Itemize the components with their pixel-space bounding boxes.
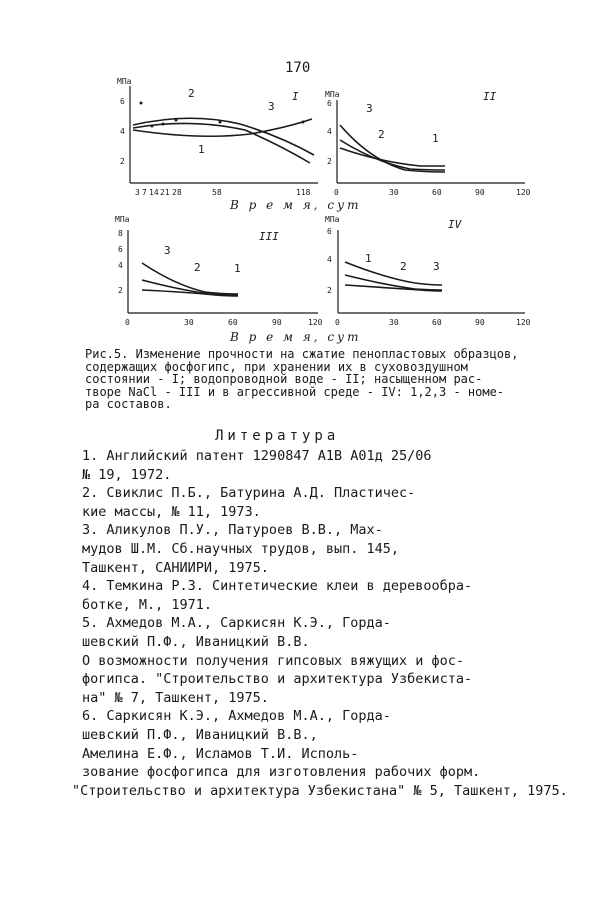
panel-2-curve-1: [340, 148, 445, 166]
panel-3-x-tick: 90: [272, 318, 282, 327]
panel-2-x-tick: 60: [432, 188, 442, 197]
reference-line: 6. Саркисян К.Э., Ахмедов М.А., Горда-: [82, 708, 391, 725]
reference-line: Ташкент, САНИИРИ, 1975.: [82, 559, 269, 576]
reference-line: фогипса. "Строительство и архитектура Узбекиста-: [82, 671, 473, 688]
panel-2-x-tick: 90: [475, 188, 485, 197]
reference-line: ботке, М., 1971.: [82, 596, 213, 613]
panel-3-x-tick: 30: [184, 318, 194, 327]
reference-line: № 19, 1972.: [82, 466, 172, 483]
panel-1-curve-label: 2: [188, 87, 195, 100]
panel-2-curve-label: 1: [432, 132, 439, 145]
panel-4-x-tick: 0: [335, 318, 340, 327]
panel-3-y-tick: 2: [118, 286, 123, 295]
panel-3-x-tick: 0: [125, 318, 130, 327]
literature-heading: Литература: [215, 428, 340, 444]
panel-2-y-tick: 6: [327, 99, 332, 108]
panel-2-x-tick: 120: [516, 188, 531, 197]
panel-2-x-tick: 30: [389, 188, 399, 197]
panel-3-curve-label: 1: [234, 262, 241, 275]
panel-1-y-tick: 2: [120, 157, 125, 166]
panel-4-curve-label: 1: [365, 252, 372, 265]
reference-line: 2. Свиклис П.Б., Батурина А.Д. Пластичес-: [82, 485, 416, 502]
panel-1-x-tick: 21: [160, 188, 170, 197]
panel-3-curve-label: 2: [194, 261, 201, 274]
time-axis-label-bottom: В р е м я, сут: [230, 330, 362, 344]
panel-2-y-tick: 4: [327, 127, 332, 136]
panel-1-curve-label: 3: [268, 100, 275, 113]
reference-line: зование фосфогипса для изготовления рабочих форм.: [82, 764, 481, 781]
panel-1-x-tick: 28: [172, 188, 182, 197]
panel-2-label: II: [483, 90, 497, 103]
page-number: 170: [285, 60, 311, 76]
panel-3-x-tick: 60: [228, 318, 238, 327]
panel-3-label: III: [259, 230, 279, 243]
panel-4-x-tick: 90: [475, 318, 485, 327]
panel-2-x-tick: 0: [334, 188, 339, 197]
figure-graphics: [0, 0, 598, 345]
panel-1-x-tick: 118: [296, 188, 311, 197]
caption-line: ра составов.: [85, 397, 172, 411]
caption-line: Рис.5. Изменение прочности на сжатие пенопластовых образцов,: [85, 347, 519, 361]
reference-item: [82, 521, 582, 577]
panel-4-x-tick: 30: [389, 318, 399, 327]
caption-line: творе NaCl - III и в агрессивной среде - IV: 1,2,3 - номе-: [85, 384, 505, 399]
panel-1-x-tick: 3: [135, 188, 140, 197]
panel-1-curve-3: [133, 119, 312, 136]
reference-line: О возможности получения гипсовых вяжущих и фос-: [82, 652, 465, 669]
reference-line: мудов Ш.М. Сб.научных трудов, вып. 145,: [82, 540, 399, 557]
panel-3-curve-3: [142, 263, 238, 294]
strength-figure: [0, 0, 598, 345]
reference-line: 1. Английский патент 1290847 А1В А01д 25/06: [82, 448, 432, 464]
panel-1-x-tick: 58: [212, 188, 222, 197]
reference-line: шевский П.Ф., Иваницкий В.В.,: [82, 726, 318, 743]
panel-4-axes: [338, 230, 525, 313]
reference-list: [72, 447, 582, 800]
panel-4-curve-label: 2: [400, 260, 407, 273]
panel-1-label: I: [292, 90, 299, 103]
reference-line: шевский П.Ф., Иваницкий В.В.: [82, 633, 310, 650]
reference-item: [82, 447, 582, 484]
panel-4-x-tick: 120: [516, 318, 531, 327]
panel-2-curve-label: 3: [366, 102, 373, 115]
figure-caption: [85, 348, 575, 411]
panel-1-y-tick: 6: [120, 97, 125, 106]
panel-1-points: [140, 102, 305, 128]
panel-4-y-tick: 4: [327, 255, 332, 264]
reference-line: 3. Аликулов П.У., Патуроев В.В., Мах-: [82, 522, 383, 539]
reference-line: Амелина Е.Ф., Исламов Т.И. Исполь-: [82, 745, 359, 762]
panel-4-unit-label: МПа: [325, 215, 340, 224]
panel-4-curve-label: 3: [433, 260, 440, 273]
reference-line: "Строительство и архитектура Узбекистана" № 5, Ташкент, 1975.: [72, 782, 568, 799]
panel-4-label: IV: [448, 218, 462, 231]
panel-4-curve-3: [345, 262, 442, 285]
reference-item: [72, 707, 582, 800]
time-axis-label-top: В р е м я, сут: [230, 198, 362, 212]
panel-2-curve-label: 2: [378, 128, 385, 141]
panel-1-curve-1: [133, 123, 310, 163]
caption-line: состоянии - I; водопроводной воде - II; насыщенном рас-: [85, 372, 483, 386]
panel-4-y-tick: 2: [327, 286, 332, 295]
panel-3-y-tick: 8: [118, 229, 123, 238]
panel-1-unit-label: МПа: [117, 77, 132, 86]
reference-line: на" № 7, Ташкент, 1975.: [82, 689, 269, 706]
reference-line: кие массы, № 11, 1973.: [82, 503, 261, 520]
caption-line: содержащих фосфогипс, при хранении их в суховоздушном: [85, 359, 468, 374]
panel-3-curve-label: 3: [164, 244, 171, 257]
reference-item: [82, 484, 582, 521]
panel-4-x-tick: 60: [432, 318, 442, 327]
panel-2-y-tick: 2: [327, 157, 332, 166]
reference-item: [82, 614, 582, 707]
panel-3-unit-label: МПа: [115, 215, 130, 224]
panel-2-unit-label: МПа: [325, 90, 340, 99]
panel-3-x-tick: 120: [308, 318, 323, 327]
panel-4-y-tick: 6: [327, 227, 332, 236]
panel-3-y-tick: 6: [118, 245, 123, 254]
panel-1-x-tick: 7: [142, 188, 147, 197]
reference-item: [82, 577, 582, 614]
panel-1-y-tick: 4: [120, 127, 125, 136]
reference-line: 4. Темкина Р.З. Синтетические клеи в деревообра-: [82, 578, 473, 595]
panel-1-x-tick: 14: [149, 188, 159, 197]
panel-1-axes: [130, 86, 318, 183]
panel-3-y-tick: 4: [118, 261, 123, 270]
panel-1-curve-label: 1: [198, 143, 205, 156]
reference-line: 5. Ахмедов М.А., Саркисян К.Э., Горда-: [82, 615, 391, 632]
